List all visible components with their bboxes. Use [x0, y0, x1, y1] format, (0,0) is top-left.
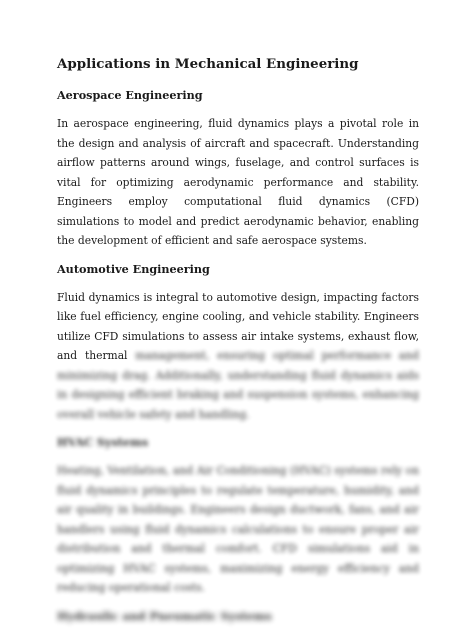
section-heading-aerospace: Aerospace Engineering [57, 88, 203, 102]
section-body-aerospace: In aerospace engineering, fluid dynamics plays a pivotal role in the design and analysis of aircraft and spacecraft. Understanding airflow patterns around wings, fuselage, and control surfaces is vital for optimizing aerodynamic performance and stability. Engineers employ computational fluid dynamics (CFD) simulations to model and predict aerodynamic behavior, enabling the development of efficient and safe aerospace systems. [57, 117, 419, 247]
section-heading-automotive: Automotive Engineering [57, 261, 210, 276]
section-body-automotive-blurred: management, ensuring optimal performance and minimizing drag. Additionally, understanding fluid dynamics aids in designing efficient braking and suspension systems, enhancing overall vehicle safety and handling. [57, 349, 419, 421]
section-heading-hydraulic: Hydraulic and Pneumatic Systems [57, 608, 272, 623]
section-body-automotive-visible: Fluid dynamics is integral to automotive design, impacting factors like fuel efficiency, engine cooling, and vehicle stability. Engineers utilize CFD simulations to assess air intake systems, exhaust flow, and thermal [57, 290, 419, 362]
section-body-automotive [57, 288, 419, 425]
section-body-hvac: Heating, Ventilation, and Air Conditioning (HVAC) systems rely on fluid dynamics principles to regulate temperature, humidity, and air quality in buildings. Engineers design ductwork, fans, and air handlers using fluid dynamics calculations to ensure proper air distribution and thermal comfort. CFD simulations aid in optimizing HVAC systems, maximizing energy efficiency and reducing operational costs. [57, 464, 419, 594]
document-title: Applications in Mechanical Engineering [57, 56, 359, 72]
section-heading-hvac: HVAC Systems [57, 435, 149, 449]
document-content [57, 55, 419, 635]
